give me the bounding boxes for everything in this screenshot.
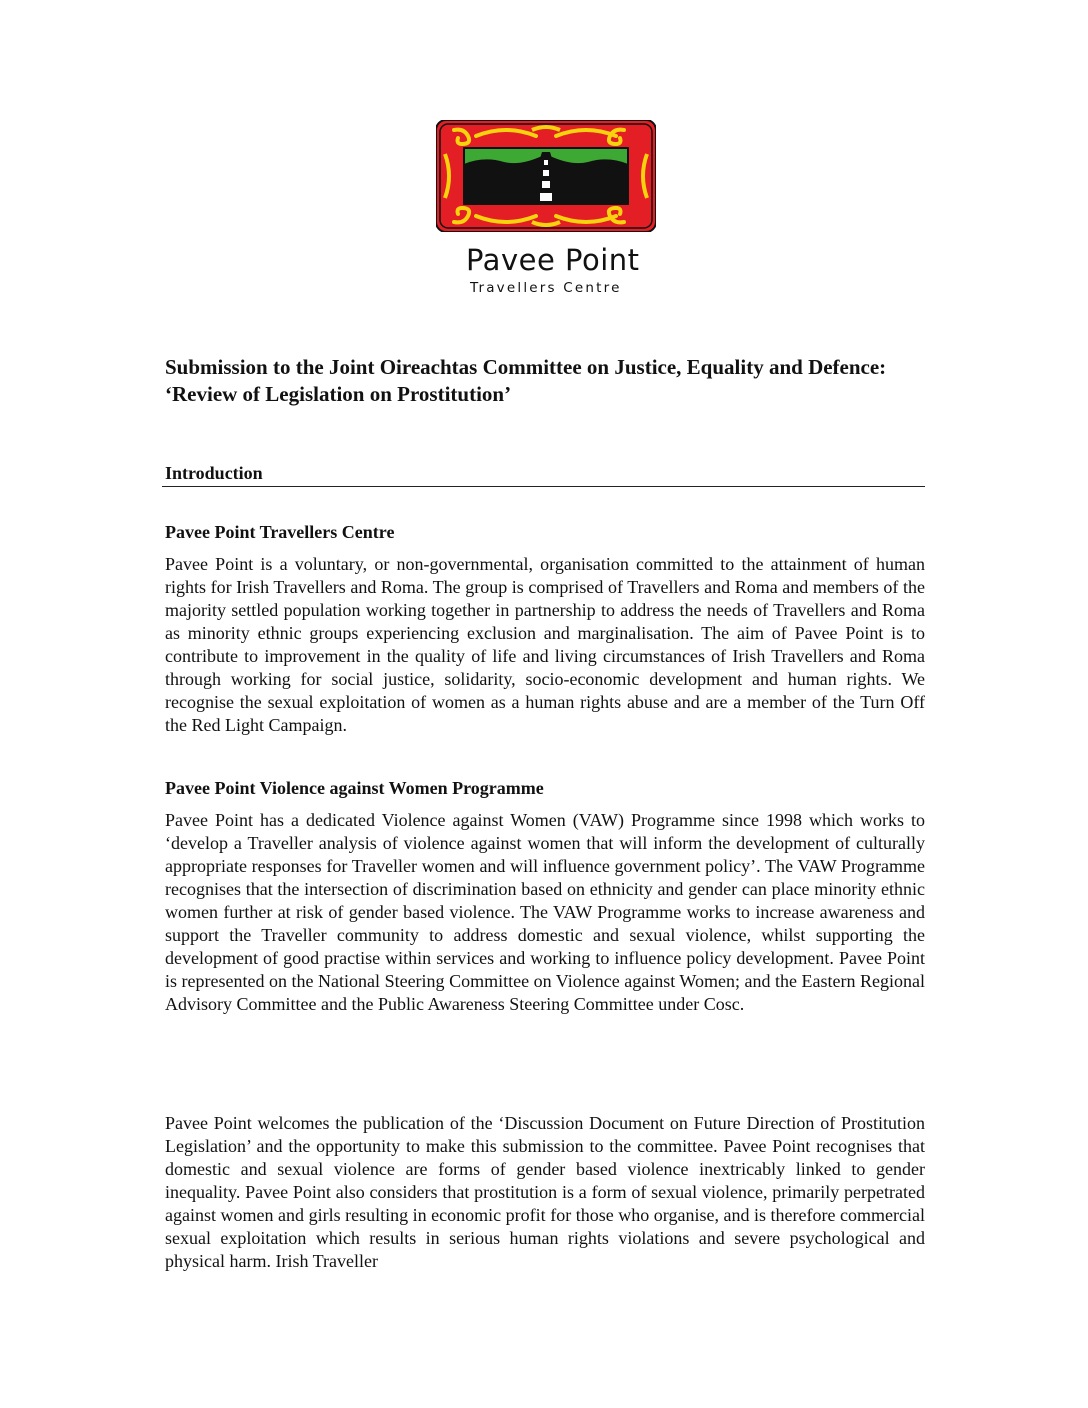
section-heading-introduction: Introduction (162, 462, 925, 487)
paragraph-travellers-centre: Pavee Point is a voluntary, or non-governmental, organisation committed to the attainment of human rights for Irish Travellers and Roma. The group is comprised of Travellers and Roma and members of the majority settled population working together in partnership to address the needs of Travellers and Roma as minority ethnic groups experiencing exclusion and marginalisation. The aim of Pavee Point is to contribute to improvement in the quality of life and living circumstances of Irish Travellers and Roma through working for social justice, solidarity, socio-economic development and human rights. We recognise the sexual exploitation of women as a human rights abuse and are a member of the Turn Off the Red Light Campaign. (165, 554, 925, 735)
subsection-heading-vaw-programme: Pavee Point Violence against Women Programme (165, 778, 544, 798)
pavee-point-road-emblem-icon (436, 120, 656, 232)
document-title: Submission to the Joint Oireachtas Committee on Justice, Equality and Defence: ‘Review of Legislation on Prostitution’ (165, 355, 887, 406)
paragraph-vaw-programme: Pavee Point has a dedicated Violence against Women (VAW) Programme since 1998 which works to ‘develop a Traveller analysis of violence against women that will inform the development of culturally appropriate responses for Traveller women and will influence government policy’. The VAW Programme recognises that the intersection of discrimination based on ethnicity and gender can place minority ethnic women further at risk of gender based violence. The VAW Programme works to increase awareness and support the Traveller community to address domestic and sexual violence, whilst supporting the development of good practise within services and working to influence policy development. Pavee Point is represented on the National Steering Committee on Violence against Women; and the Eastern Regional Advisory Committee and the Public Awareness Steering Committee under Cosc. (165, 810, 925, 1014)
brand-subtitle: Travellers Centre (470, 280, 622, 296)
paragraph-closing: Pavee Point welcomes the publication of the ‘Discussion Document on Future Direction of Prostitution Legislation’ and the opportunity to make this submission to the committee. Pavee Point recognises that domestic and sexual violence are forms of gender based violence inextricably linked to gender inequality. Pavee Point also considers that prostitution is a form of sexual violence, primarily perpetrated against women and girls resulting in economic profit for those who organise, and is therefore commercial sexual exploitation which results in serious human rights violations and severe psychological and physical harm. Irish Traveller (165, 1113, 925, 1271)
brand-block (466, 244, 638, 296)
brand-name: Pavee Point (466, 243, 640, 277)
subsection-heading-travellers-centre: Pavee Point Travellers Centre (165, 522, 395, 542)
closing-paragraph-container (165, 1112, 925, 1284)
document-body (165, 354, 925, 1016)
